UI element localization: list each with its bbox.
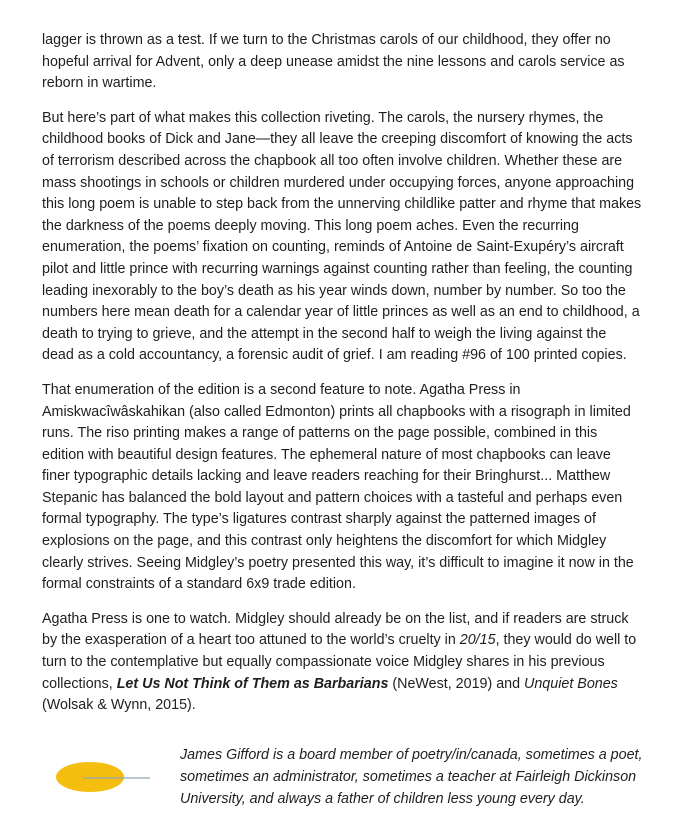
yellow-ellipse bbox=[56, 762, 124, 792]
book-title-unquiet-bones: Unquiet Bones bbox=[524, 675, 618, 692]
paragraph-4-text-c: (NeWest, 2019) and bbox=[388, 675, 525, 692]
book-title-barbarians: Let Us Not Think of Them as Barbarians bbox=[116, 675, 389, 692]
paragraph-3: That enumeration of the edition is a second feature to note. Agatha Press in Amiskwacîwâskahikan (also called Edmonton) prints all chapbooks with a risograph in limited runs. The riso printing makes a range of patterns on the page possible, combined in this edition with beautiful design features. The ephemeral nature of most chapbooks can leave finer typographic details lacking and leave readers reaching for their Bringhurst... Matthew Stepanic has balanced the bold layout and pattern choices with a tasteful and perhaps even formal typography. The type’s ligatures contrast sharply against the patterned images of explosions on the page, and this contrast only heightens the discomfort for which Midgley clearly strives. Seeing Midgley’s poetry presented this way, it’s difficult to imagine it now in the formal constraints of a standard 6x9 trade edition. bbox=[42, 381, 634, 593]
paragraph-1: lagger is thrown as a test. If we turn to the Christmas carols of our childhood, they offer no hopeful arrival for Advent, only a deep unease amidst the nine lessons and carols service as reborn in wartime. bbox=[42, 32, 625, 92]
paragraph-4 bbox=[42, 609, 642, 717]
article-body bbox=[42, 30, 642, 730]
author-bio: James Gifford is a board member of poetry/in/canada, sometimes a poet, sometimes an administrator, sometimes a teacher at Fairleigh Dickinson University, and always a father of children less young every day. bbox=[180, 747, 643, 807]
decorative-separator-icon bbox=[55, 758, 155, 798]
paragraph-4-text-b: , they would do well to turn to the contemplative but equally compassionate voice Midgley shares in his previous collections, bbox=[42, 632, 637, 692]
book-title-20-15: 20/15 bbox=[459, 632, 496, 649]
paragraph-2: But here’s part of what makes this collection riveting. The carols, the nursery rhymes, the childhood books of Dick and Jane—they all leave the creeping discomfort of knowing the acts of terrorism described across the chapbook all too often involve children. Whether these are mass shootings in schools or children murdered under occupying forces, anyone approaching this long poem is unable to step back from the unnerving childlike patter and rhyme that makes the darkness of the poems deeply moving. This long poem aches. Even the recurring enumeration, the poems’ fixation on counting, reminds of Antoine de Saint-Exupéry’s aircraft pilot and little prince with recurring warnings against counting rather than feeling, the counting leading inexorably to the boy’s death as his year winds down, number by number. So too the numbers here mean death for a calendar year of little princes as well as an end to childhood, a death to trying to grieve, and the attempt in the second half to weigh the living against the dead as a cold accountancy, a forensic audit of grief. I am reading #96 of 100 printed copies. bbox=[42, 109, 642, 364]
paragraph-4-text-d: (Wolsak & Wynn, 2015). bbox=[42, 697, 196, 714]
paragraph-4-text-a: Agatha Press is one to watch. Midgley should already be on the list, and if readers are struck by the exasperation of a heart too attuned to the world’s cruelty in bbox=[42, 610, 629, 649]
